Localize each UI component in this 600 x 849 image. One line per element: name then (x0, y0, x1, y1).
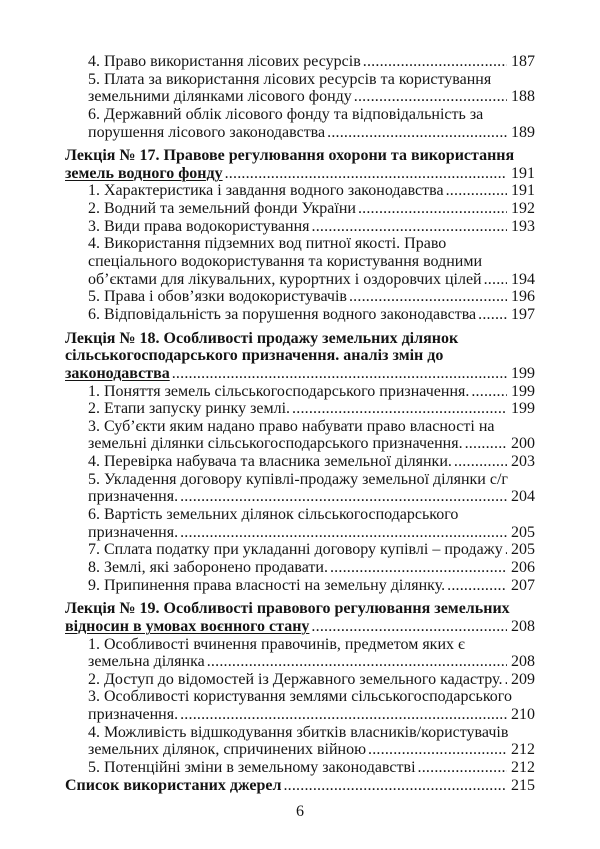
toc-line (65, 653, 535, 671)
toc-line (65, 383, 535, 401)
toc-line (65, 235, 535, 253)
table-of-contents (65, 53, 535, 794)
dot-leader (447, 577, 507, 595)
dot-leader (283, 777, 507, 795)
toc-line (65, 200, 535, 218)
toc-line (65, 53, 535, 71)
toc-line (65, 488, 535, 506)
heading-text: Лекція № 19. Особливості правового регулювання земельних (65, 600, 510, 618)
toc-line (65, 271, 535, 289)
toc-entry (65, 53, 535, 71)
heading-text: Лекція № 17. Правове регулювання охорони та використання (65, 147, 515, 165)
entry-page-number: 199 (511, 400, 535, 418)
toc-entry (65, 506, 535, 541)
lecture-heading (65, 600, 535, 635)
entry-text: об’єктами для лікувальних, курортних і оздоровчих цілей (88, 270, 482, 288)
entry-page-number: 204 (511, 488, 535, 506)
entry-text: призначення. (88, 706, 179, 724)
entry-page-number: 197 (511, 305, 535, 323)
entry-text: 5. Плата за використання лісових ресурсів та користування (88, 70, 492, 88)
dot-leader (446, 182, 507, 200)
entry-text: 4. Право використання лісових ресурсів (88, 53, 361, 70)
toc-line (65, 577, 535, 595)
dot-leader (327, 124, 507, 142)
toc-line (65, 741, 535, 759)
entry-text: 3. Особливості користування землями сільськогосподарського (88, 688, 512, 706)
entry-text: 6. Вартість земельних ділянок сільськогосподарського (88, 506, 459, 524)
entry-page-number: 191 (511, 182, 535, 200)
dot-leader (180, 706, 507, 724)
entry-page-number: 192 (511, 200, 535, 218)
dot-leader (292, 400, 507, 418)
toc-entry (65, 688, 535, 723)
heading-text: законодавства (65, 364, 170, 382)
entry-text: земельні ділянки сільськогосподарського призначення. (88, 435, 463, 453)
entry-text: 4. Перевірка набувача та власника земельної ділянки. (88, 453, 452, 471)
toc-line (65, 471, 535, 489)
toc-line (65, 559, 535, 577)
toc-entry (65, 418, 535, 453)
lecture-heading (65, 147, 535, 182)
toc-line (65, 365, 535, 383)
toc-entry (65, 71, 535, 106)
toc-entry (65, 541, 535, 559)
toc-line (65, 435, 535, 453)
entry-text: земельна ділянка (88, 653, 205, 671)
lecture-section (65, 600, 535, 794)
toc-line (65, 618, 535, 636)
entry-text: 2. Водний та земельний фонди України (88, 200, 356, 218)
entry-page-number: 209 (511, 670, 535, 688)
dot-leader (478, 306, 507, 324)
entry-text: 2. Етапи запуску ринку землі. (88, 400, 291, 418)
heading-text: Лекція № 18. Особливості продажу земельних ділянок (65, 329, 459, 347)
entry-page-number: 188 (511, 88, 535, 106)
toc-entry (65, 453, 535, 471)
entry-text: 6. Відповідальність за порушення водного законодавства (88, 305, 477, 323)
entry-page-number: 205 (511, 541, 535, 559)
entry-text: 4. Можливість відшкодування збитків власників/користувачів (88, 723, 509, 741)
dot-leader (311, 618, 507, 636)
toc-line (65, 688, 535, 706)
toc-entry (65, 200, 535, 218)
toc-line (65, 165, 535, 183)
toc-line (65, 400, 535, 418)
entry-page-number: 212 (511, 758, 535, 776)
toc-line (65, 418, 535, 436)
toc-line (65, 671, 535, 689)
entry-text: 5. Потенційні зміни в земельному законодавстві (88, 758, 416, 776)
entry-text: 7. Сплата податку при укладанні договору купівлі – продажу (88, 541, 503, 559)
toc-entry (65, 106, 535, 141)
page-number: 6 (296, 803, 304, 820)
dot-leader (465, 435, 507, 453)
entry-text: 9. Припинення права власності на земельну ділянку. (88, 576, 446, 594)
entry-page-number: 215 (511, 776, 535, 794)
toc-line (65, 724, 535, 742)
entry-text: 6. Державний облік лісового фонду та відповідальність за (88, 105, 484, 123)
dot-leader (312, 218, 507, 236)
entry-text: земельними ділянками лісового фонду (88, 88, 352, 106)
entry-text: 5. Права і обов’язки водокористувачів (88, 288, 347, 306)
toc-line (65, 347, 535, 365)
dot-leader (505, 541, 507, 559)
toc-line (65, 124, 535, 142)
toc-entry (65, 400, 535, 418)
toc-line (65, 306, 535, 324)
dot-leader (484, 271, 507, 289)
entry-text: 5. Укладення договору купівлі-продажу земельної ділянки с/г (88, 470, 508, 488)
toc-entry (65, 577, 535, 595)
lecture-section (65, 147, 535, 323)
toc-entry (65, 383, 535, 401)
bibliography-entry (65, 777, 535, 795)
dot-leader (180, 524, 507, 542)
entry-text: 1. Поняття земель сільськогосподарського призначення. (88, 382, 470, 400)
lecture-section (65, 330, 535, 595)
toc-entry (65, 288, 535, 306)
entry-text: 3. Суб’єкти яким надано право набувати право власності на (88, 417, 495, 435)
dot-leader (180, 488, 507, 506)
dot-leader (225, 165, 507, 183)
dot-leader (363, 53, 507, 71)
toc-entry (65, 471, 535, 506)
entry-page-number: 199 (511, 382, 535, 400)
entry-page-number: 193 (511, 217, 535, 235)
entry-page-number: 208 (511, 617, 535, 635)
toc-line (65, 706, 535, 724)
toc-line (65, 253, 535, 271)
toc-line (65, 147, 535, 165)
toc-line (65, 218, 535, 236)
entry-page-number: 194 (511, 270, 535, 288)
entry-page-number: 200 (511, 435, 535, 453)
toc-line (65, 600, 535, 618)
entry-text: призначення. (88, 523, 179, 541)
entry-text: 4. Використання підземних вод питної якості. Право (88, 235, 447, 253)
lecture-heading (65, 330, 535, 383)
toc-entry (65, 724, 535, 759)
dot-leader (368, 741, 507, 759)
entry-page-number: 206 (511, 558, 535, 576)
entry-page-number: 189 (511, 123, 535, 141)
entry-page-number: 205 (511, 523, 535, 541)
entry-page-number: 196 (511, 288, 535, 306)
toc-line (65, 330, 535, 348)
entry-page-number: 212 (511, 741, 535, 759)
entry-page-number: 208 (511, 653, 535, 671)
dot-leader (454, 453, 507, 471)
toc-entry (65, 559, 535, 577)
toc-line (65, 106, 535, 124)
toc-entry (65, 671, 535, 689)
entry-text: 1. Особливості вчинення правочинів, предметом яких є (88, 635, 465, 653)
toc-entry (65, 636, 535, 671)
entry-page-number: 210 (511, 706, 535, 724)
heading-text: Список використаних джерел (65, 776, 282, 794)
entry-text: 1. Характеристика і завдання водного законодавства (88, 182, 444, 200)
toc-line (65, 453, 535, 471)
entry-text: земельних ділянок, спричинених війною (88, 741, 367, 759)
toc-entry (65, 306, 535, 324)
heading-text: сільськогосподарського призначення. аналіз змін до (65, 347, 444, 365)
toc-line (65, 524, 535, 542)
toc-entry (65, 182, 535, 200)
entry-text: спеціального водокористування та користування водними (88, 253, 483, 271)
entry-text: 8. Землі, які заборонено продавати. (88, 558, 328, 576)
toc-line (65, 88, 535, 106)
dot-leader (349, 288, 507, 306)
entry-page-number: 199 (511, 364, 535, 382)
toc-line (65, 636, 535, 654)
toc-line (65, 541, 535, 559)
dot-leader (358, 200, 507, 218)
toc-entry (65, 759, 535, 777)
dot-leader (330, 559, 507, 577)
toc-line (65, 182, 535, 200)
heading-text: відносин в умовах воєнного стану (65, 617, 310, 635)
toc-section-intro (65, 53, 535, 141)
dot-leader (354, 88, 507, 106)
toc-line (65, 288, 535, 306)
toc-line (65, 777, 535, 795)
toc-line (65, 506, 535, 524)
entry-text: 3. Види права водокористування (88, 217, 310, 235)
dot-leader (504, 671, 507, 689)
toc-entry (65, 235, 535, 288)
dot-leader (418, 759, 507, 777)
entry-page-number: 191 (511, 164, 535, 182)
entry-page-number: 207 (511, 576, 535, 594)
entry-text: порушення лісового законодавства (88, 123, 326, 141)
dot-leader (471, 383, 507, 401)
dot-leader (207, 653, 507, 671)
entry-page-number: 203 (511, 453, 535, 471)
entry-text: 2. Доступ до відомостей із Державного земельного кадастру. (88, 670, 503, 688)
heading-text: земель водного фонду (65, 164, 223, 182)
toc-line (65, 71, 535, 89)
toc-line (65, 759, 535, 777)
toc-entry (65, 218, 535, 236)
dot-leader (172, 365, 507, 383)
entry-text: призначення. (88, 488, 179, 506)
entry-page-number: 187 (511, 53, 535, 70)
